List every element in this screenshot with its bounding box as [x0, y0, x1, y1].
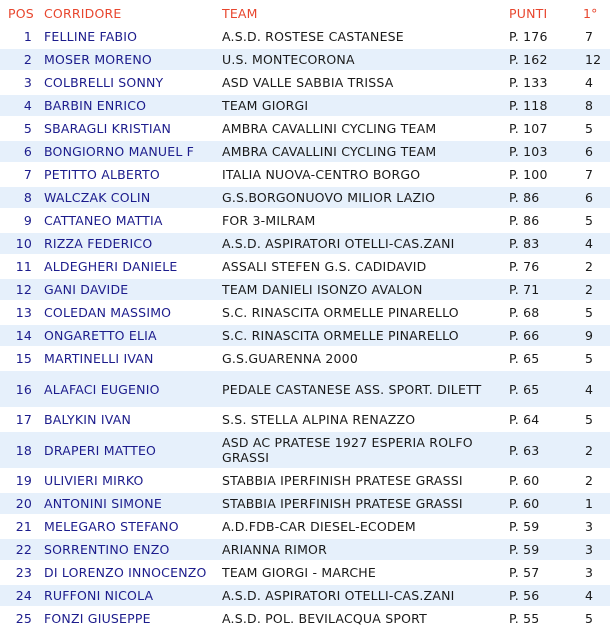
cell-points: P. 76	[509, 256, 583, 277]
cell-pos: 17	[0, 409, 44, 430]
cell-rider[interactable]: RUFFONI NICOLA	[44, 585, 222, 606]
table-row	[0, 493, 610, 514]
cell-rider[interactable]: SORRENTINO ENZO	[44, 539, 222, 560]
cell-rider[interactable]: CATTANEO MATTIA	[44, 210, 222, 231]
cell-points: P. 103	[509, 141, 583, 162]
cell-team: STABBIA IPERFINISH PRATESE GRASSI	[222, 493, 509, 514]
cell-pos: 22	[0, 539, 44, 560]
header-team: TEAM	[222, 5, 258, 21]
cell-wins: 5	[583, 409, 610, 430]
cell-team: ASD VALLE SABBIA TRISSA	[222, 72, 509, 93]
cell-rider[interactable]: BARBIN ENRICO	[44, 95, 222, 116]
cell-wins: 2	[583, 256, 610, 277]
cell-team: PEDALE CASTANESE ASS. SPORT. DILETT	[222, 371, 509, 407]
cell-rider[interactable]: ULIVIERI MIRKO	[44, 470, 222, 491]
header-wins: 1°	[583, 5, 598, 21]
table-row	[0, 409, 610, 430]
table-row	[0, 256, 610, 277]
header-row	[0, 2, 610, 24]
table-row	[0, 187, 610, 208]
cell-wins: 7	[583, 26, 610, 47]
cell-pos: 11	[0, 256, 44, 277]
cell-rider[interactable]: WALCZAK COLIN	[44, 187, 222, 208]
cell-team: G.S.BORGONUOVO MILIOR LAZIO	[222, 187, 509, 208]
cell-pos: 2	[0, 49, 44, 70]
table-row	[0, 325, 610, 346]
cell-pos: 19	[0, 470, 44, 491]
cell-wins: 5	[583, 302, 610, 323]
table-row	[0, 49, 610, 70]
cell-pos: 23	[0, 562, 44, 583]
cell-rider[interactable]: DI LORENZO INNOCENZO	[44, 562, 222, 583]
cell-pos: 25	[0, 608, 44, 629]
cell-wins: 9	[583, 325, 610, 346]
cell-team: ITALIA NUOVA-CENTRO BORGO	[222, 164, 509, 185]
table-row	[0, 371, 610, 407]
cell-team: G.S.GUARENNA 2000	[222, 348, 509, 369]
table-row	[0, 72, 610, 93]
cell-points: P. 68	[509, 302, 583, 323]
cell-pos: 12	[0, 279, 44, 300]
cell-rider[interactable]: FONZI GIUSEPPE	[44, 608, 222, 629]
cell-pos: 9	[0, 210, 44, 231]
cell-wins: 5	[583, 608, 610, 629]
cell-pos: 5	[0, 118, 44, 139]
cell-points: P. 55	[509, 608, 583, 629]
table-row	[0, 95, 610, 116]
cell-wins: 6	[583, 141, 610, 162]
cell-pos: 6	[0, 141, 44, 162]
cell-wins: 7	[583, 164, 610, 185]
cell-wins: 3	[583, 516, 610, 537]
cell-wins: 4	[583, 585, 610, 606]
cell-rider[interactable]: FELLINE FABIO	[44, 26, 222, 47]
header-points: PUNTI	[509, 5, 548, 21]
cell-team: A.S.D. ASPIRATORI OTELLI-CAS.ZANI	[222, 585, 509, 606]
table-row	[0, 233, 610, 254]
cell-points: P. 86	[509, 210, 583, 231]
cell-team: S.S. STELLA ALPINA RENAZZO	[222, 409, 509, 430]
cell-wins: 2	[583, 432, 610, 468]
cell-rider[interactable]: ALAFACI EUGENIO	[44, 371, 222, 407]
cell-points: P. 162	[509, 49, 583, 70]
cell-rider[interactable]: BONGIORNO MANUEL F	[44, 141, 222, 162]
cell-wins: 2	[583, 279, 610, 300]
cell-pos: 10	[0, 233, 44, 254]
table-row	[0, 279, 610, 300]
cell-pos: 8	[0, 187, 44, 208]
cell-rider[interactable]: ALDEGHERI DANIELE	[44, 256, 222, 277]
cell-team: STABBIA IPERFINISH PRATESE GRASSI	[222, 470, 509, 491]
cell-points: P. 107	[509, 118, 583, 139]
table-row	[0, 302, 610, 323]
cell-rider[interactable]: COLBRELLI SONNY	[44, 72, 222, 93]
cell-points: P. 60	[509, 493, 583, 514]
cell-team: AMBRA CAVALLINI CYCLING TEAM	[222, 118, 509, 139]
table-row	[0, 585, 610, 606]
cell-rider[interactable]: RIZZA FEDERICO	[44, 233, 222, 254]
cell-team: U.S. MONTECORONA	[222, 49, 509, 70]
cell-rider[interactable]: PETITTO ALBERTO	[44, 164, 222, 185]
cell-pos: 21	[0, 516, 44, 537]
cell-points: P. 133	[509, 72, 583, 93]
cell-pos: 16	[0, 371, 44, 407]
table-row	[0, 470, 610, 491]
cell-pos: 4	[0, 95, 44, 116]
cell-team: S.C. RINASCITA ORMELLE PINARELLO	[222, 302, 509, 323]
cell-wins: 4	[583, 72, 610, 93]
cell-team: TEAM DANIELI ISONZO AVALON	[222, 279, 509, 300]
cell-wins: 5	[583, 348, 610, 369]
cell-points: P. 63	[509, 432, 583, 468]
cell-pos: 24	[0, 585, 44, 606]
table-row	[0, 432, 610, 468]
cell-pos: 20	[0, 493, 44, 514]
cell-team: A.S.D. POL. BEVILACQUA SPORT	[222, 608, 509, 629]
cell-wins: 3	[583, 539, 610, 560]
table-row	[0, 210, 610, 231]
cell-wins: 4	[583, 371, 610, 407]
cell-wins: 6	[583, 187, 610, 208]
cell-rider[interactable]: BALYKIN IVAN	[44, 409, 222, 430]
cell-rider[interactable]: MOSER MORENO	[44, 49, 222, 70]
cell-pos: 13	[0, 302, 44, 323]
cell-points: P. 83	[509, 233, 583, 254]
cell-points: P. 59	[509, 516, 583, 537]
table-body	[0, 26, 610, 629]
cell-points: P. 57	[509, 562, 583, 583]
cell-pos: 18	[0, 432, 44, 468]
table-row	[0, 26, 610, 47]
cell-rider[interactable]: MELEGARO STEFANO	[44, 516, 222, 537]
cell-points: P. 71	[509, 279, 583, 300]
cell-team: ASSALI STEFEN G.S. CADIDAVID	[222, 256, 509, 277]
cell-wins: 4	[583, 233, 610, 254]
cell-wins: 5	[583, 118, 610, 139]
cell-wins: 3	[583, 562, 610, 583]
cell-pos: 15	[0, 348, 44, 369]
cell-wins: 5	[583, 210, 610, 231]
cell-team: S.C. RINASCITA ORMELLE PINARELLO	[222, 325, 509, 346]
cell-team: FOR 3-MILRAM	[222, 210, 509, 231]
cell-points: P. 65	[509, 348, 583, 369]
cell-rider[interactable]: ANTONINI SIMONE	[44, 493, 222, 514]
cell-team: A.D.FDB-CAR DIESEL-ECODEM	[222, 516, 509, 537]
cell-points: P. 118	[509, 95, 583, 116]
table-header	[0, 2, 610, 24]
cell-points: P. 66	[509, 325, 583, 346]
table-row	[0, 562, 610, 583]
cell-team: ASD AC PRATESE 1927 ESPERIA ROLFO GRASSI	[222, 432, 509, 468]
cell-pos: 7	[0, 164, 44, 185]
cell-points: P. 176	[509, 26, 583, 47]
cell-rider[interactable]: GANI DAVIDE	[44, 279, 222, 300]
cell-rider[interactable]: SBARAGLI KRISTIAN	[44, 118, 222, 139]
cell-points: P. 86	[509, 187, 583, 208]
cell-wins: 1	[583, 493, 610, 514]
table-row	[0, 539, 610, 560]
cell-team: TEAM GIORGI	[222, 95, 509, 116]
cell-pos: 1	[0, 26, 44, 47]
cell-wins: 12	[583, 49, 610, 70]
cell-rider[interactable]: COLEDAN MASSIMO	[44, 302, 222, 323]
cell-wins: 8	[583, 95, 610, 116]
cell-wins: 2	[583, 470, 610, 491]
table-row	[0, 516, 610, 537]
header-rider: CORRIDORE	[44, 5, 122, 21]
cell-team: AMBRA CAVALLINI CYCLING TEAM	[222, 141, 509, 162]
cell-rider[interactable]: DRAPERI MATTEO	[44, 432, 222, 468]
cell-rider[interactable]: MARTINELLI IVAN	[44, 348, 222, 369]
cell-pos: 14	[0, 325, 44, 346]
cell-team: A.S.D. ROSTESE CASTANESE	[222, 26, 509, 47]
cell-points: P. 59	[509, 539, 583, 560]
cell-team: TEAM GIORGI - MARCHE	[222, 562, 509, 583]
header-pos: POS	[8, 5, 34, 21]
table-row	[0, 348, 610, 369]
cell-points: P. 65	[509, 371, 583, 407]
cell-points: P. 56	[509, 585, 583, 606]
table-row	[0, 141, 610, 162]
cell-rider[interactable]: ONGARETTO ELIA	[44, 325, 222, 346]
table-row	[0, 118, 610, 139]
cell-points: P. 100	[509, 164, 583, 185]
table-row	[0, 164, 610, 185]
table-row	[0, 608, 610, 629]
cell-team: ARIANNA RIMOR	[222, 539, 509, 560]
cell-points: P. 64	[509, 409, 583, 430]
cell-pos: 3	[0, 72, 44, 93]
cell-team: A.S.D. ASPIRATORI OTELLI-CAS.ZANI	[222, 233, 509, 254]
cell-points: P. 60	[509, 470, 583, 491]
